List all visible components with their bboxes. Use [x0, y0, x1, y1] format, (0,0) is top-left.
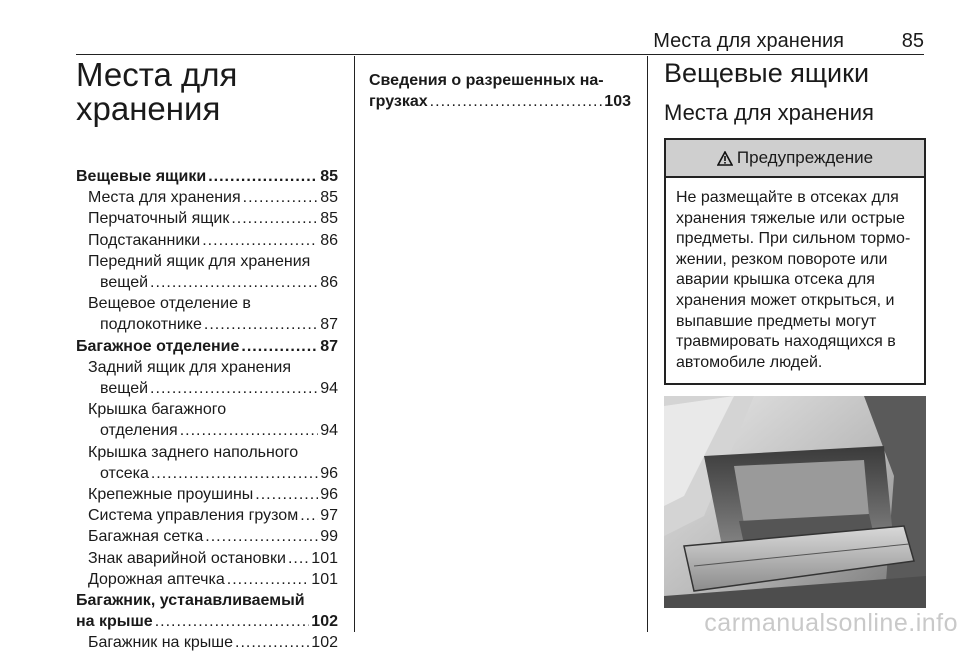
- warning-text: Не размещайте в отсеках для хранения тяжелые или острые предметы. При сильном торможении, резком повороте или аварии крышка отсека для хранения может открыться, и выпавшие предметы могут травмировать находящихся в автомобиле людей.: [676, 189, 911, 371]
- toc-column-1: [76, 58, 338, 654]
- running-title: Места для хранения: [653, 30, 844, 52]
- column-divider: [354, 56, 355, 632]
- page-header: [76, 30, 924, 55]
- toc-entry[interactable]: Вещевое отделение в подлокотнике ..... 87: [76, 293, 338, 335]
- glovebox-photo: [664, 396, 926, 608]
- toc-entry[interactable]: Багажное отделение ..... 87: [76, 336, 338, 357]
- section-title: Вещевые ящики: [664, 58, 870, 88]
- toc-entry[interactable]: Крышка заднего напольного отсека ..... 96: [76, 442, 338, 484]
- toc-entry[interactable]: Задний ящик для хранения вещей ..... 94: [76, 357, 338, 399]
- toc-entry[interactable]: Крепежные проушины ..... 96: [76, 484, 338, 505]
- subsection-title: Места для хранения: [664, 100, 874, 125]
- column-divider: [647, 56, 648, 632]
- toc-entry[interactable]: Подстаканники ..... 86: [76, 230, 338, 251]
- chapter-title: Места для хранения: [76, 56, 238, 127]
- warning-header: [666, 140, 924, 178]
- warning-box: [664, 138, 926, 385]
- content-column: [664, 58, 926, 431]
- toc-entry[interactable]: Система управления грузом ..... 97: [76, 505, 338, 526]
- toc-entry[interactable]: Перчаточный ящик ..... 85: [76, 208, 338, 229]
- toc-entry[interactable]: Сведения о разрешенных на- грузках ..... 103: [369, 70, 631, 112]
- glovebox-illustration: [664, 396, 926, 608]
- toc-column-2: [369, 70, 631, 112]
- toc-entry[interactable]: Багажник, устанавливаемый на крыше ..... 102: [76, 590, 338, 632]
- toc-entry[interactable]: Багажник на крыше ..... 102: [76, 632, 338, 653]
- toc-entry[interactable]: Багажная сетка ..... 99: [76, 526, 338, 547]
- toc-entry[interactable]: Передний ящик для хранения вещей ..... 86: [76, 251, 338, 293]
- page-number: 85: [901, 30, 924, 52]
- warning-heading: Предупреждение: [736, 148, 874, 167]
- warning-triangle-icon: [717, 151, 733, 166]
- toc-entry[interactable]: Места для хранения ..... 85: [76, 187, 338, 208]
- toc-entry[interactable]: Крышка багажного отделения ..... 94: [76, 399, 338, 441]
- toc-entry[interactable]: Вещевые ящики ..... 85: [76, 166, 338, 187]
- watermark: carmanualsonline.info: [704, 609, 958, 637]
- table-of-contents: [76, 166, 338, 654]
- toc-entry[interactable]: Знак аварийной остановки ..... 101: [76, 548, 338, 569]
- toc-entry[interactable]: Дорожная аптечка ..... 101: [76, 569, 338, 590]
